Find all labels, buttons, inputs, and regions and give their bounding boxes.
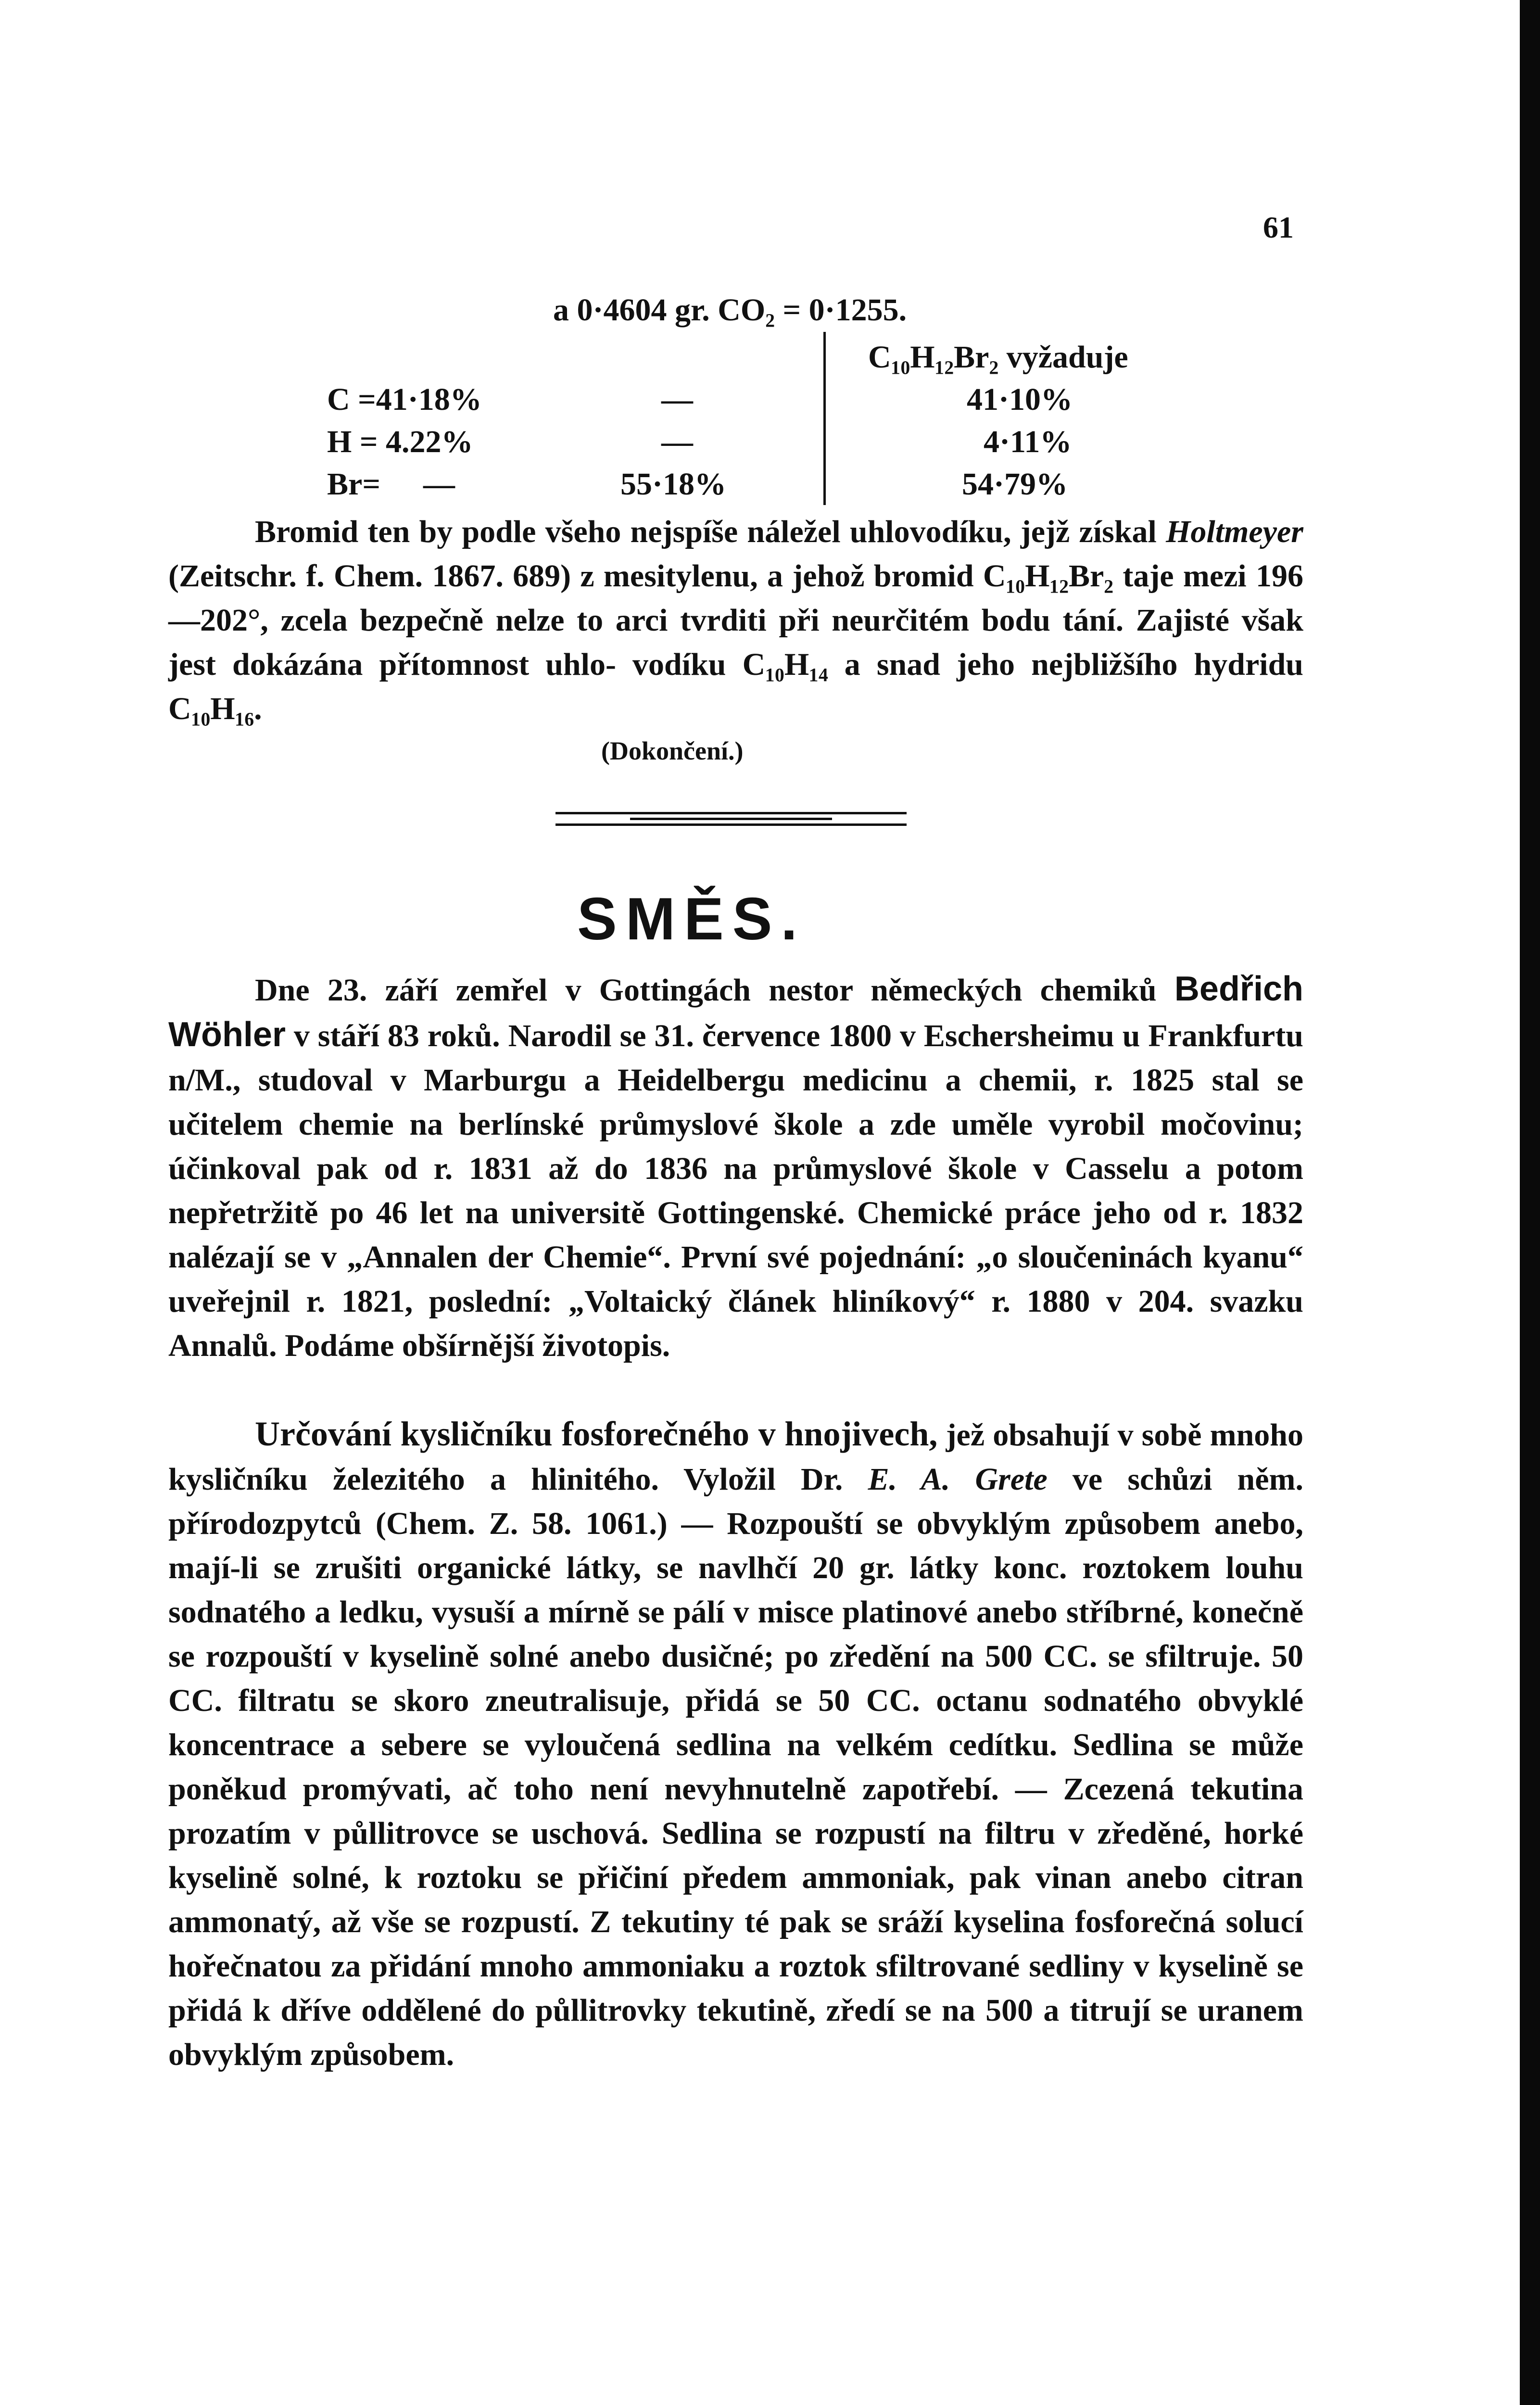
para-text-5: vodíku C₁₀H₁₄ a snad jeho nejbližšího hydridu C₁₀H₁₆. — [168, 647, 1304, 726]
para-text-3: C₁₀H₁₂Br₂ taje mezi 196—202°, zcela bezpečně nelze to arci tvrditi — [168, 558, 1303, 638]
row-br-dash: — — [423, 467, 455, 502]
row-h-calc: 4·11% — [984, 424, 1072, 459]
row-c-label: C =41·18% — [327, 382, 482, 417]
row-c-calc: 41·10% — [967, 382, 1073, 417]
section-title: SMĚS. — [577, 886, 806, 952]
para-text-4: při neurčitém bodu tání. Zajisté však jest dokázána přítomnost uhlo- — [168, 603, 1304, 682]
phosphorus-intro: jež obsahují v sobě mnoho kysličníku železitého a hlinitého. Vyložil Dr. — [168, 1418, 1304, 1497]
author-grete: E. A. Grete — [868, 1462, 1048, 1497]
page-number: 61 — [1263, 210, 1294, 244]
scan-edge — [1520, 0, 1540, 2405]
wohler-name: Bedřich Wöhler — [168, 970, 1303, 1054]
divider-rule-top — [555, 812, 907, 814]
bromide-paragraph — [168, 510, 1303, 731]
wohler-body: v stáří 83 roků. Narodil se 31. července 1800 v Eschersheimu u Frankfurtu n/M., studoval v Marburgu a Heidelbergu medicinu a chemii, r. 1825 stal se učitelem chemie na berlínské průmyslové škole a zde uměle vyrobil močovinu; účinkoval pak od r. 1831 až do 1836 na průmyslové škole v Casselu a potom nepřetržitě po 46 let na universitě Gottingenské. Chemické práce jeho od r. 1832 nalézají se v „Annalen der Chemie“. První své pojednání: „o sloučeninách kyanu“ uveřejnil r. 1821, poslední: „Voltaický článek hliníkový“ r. 1880 v 204. svazku Annalů. Podáme obšírnější životopis. — [168, 1018, 1304, 1363]
wohler-lead: Dne 23. září zemřel v Gottingách nestor německých chemiků — [255, 973, 1157, 1008]
row-br-found: 55·18% — [620, 467, 727, 502]
para-text-2: (Zeitschr. f. Chem. 1867. 689) z mesitylenu, a jehož bromid — [168, 558, 974, 594]
continuation-note: (Dokončení.) — [601, 736, 744, 765]
row-h-label: H = 4.22% — [327, 424, 473, 459]
row-br-label: Br= — [327, 467, 380, 502]
row-c-dash: — — [661, 382, 693, 417]
table-divider — [823, 332, 826, 505]
analysis-heading: a 0·4604 gr. CO₂ = 0·1255. — [553, 292, 907, 328]
phosphorus-paragraph — [168, 1412, 1303, 2077]
phosphorus-title: Určování kysličníku fosforečného v hnojivech, — [255, 1415, 938, 1453]
phosphorus-body: ve schůzi něm. přírodozpytců (Chem. Z. 58. 1061.) — Rozpouští se obvyklým způsobem anebo, mají-li se zrušiti organické látky, se navlhčí 20 gr. látky konc. roztokem louhu sodnatého a ledku, vysuší a mírně se pálí v misce platinové anebo stříbrné, konečně se rozpouští v kyselině solné anebo dusičné; po zředění na 500 CC. se sfiltruje. 50 CC. filtratu se skoro zneutralisuje, přidá se 50 CC. octanu sodnatého obvyklé koncentrace a sebere se vyloučená sedlina na velkém cedítku. Sedlina se může poněkud promývati, ač toho není nevyhnutelně zapotřebí. — Zcezená tekutina prozatím v půllitrovce se uschová. Sedlina se rozpustí na filtru v zředěné, horké kyselině solné, k roztoku se přičiní předem ammoniak, pak vinan anebo citran ammonatý, až vše se rozpustí. Z tekutiny té pak se sráží kyselina fosforečná solucí hořečnatou za přidání mnoho ammoniaku a roztok sfiltrované sedliny v kyselině se přidá k dříve oddělené do půllitrovky tekutině, zředí se na 500 a titrují se uranem obvyklým způsobem. — [168, 1462, 1304, 2072]
formula-header: C₁₀H₁₂Br₂ vyžaduje — [868, 340, 1128, 375]
divider-rule-middle — [630, 818, 832, 820]
analysis-table — [0, 284, 1520, 515]
wohler-paragraph — [168, 967, 1303, 1368]
author-holtmeyer: Holtmeyer — [1166, 514, 1303, 549]
row-br-calc: 54·79% — [962, 467, 1068, 502]
row-h-dash: — — [661, 424, 693, 459]
divider-rule-bottom — [555, 823, 907, 826]
para-text-1: Bromid ten by podle všeho nejspíše náležel uhlovodíku, jejž získal — [255, 514, 1157, 549]
